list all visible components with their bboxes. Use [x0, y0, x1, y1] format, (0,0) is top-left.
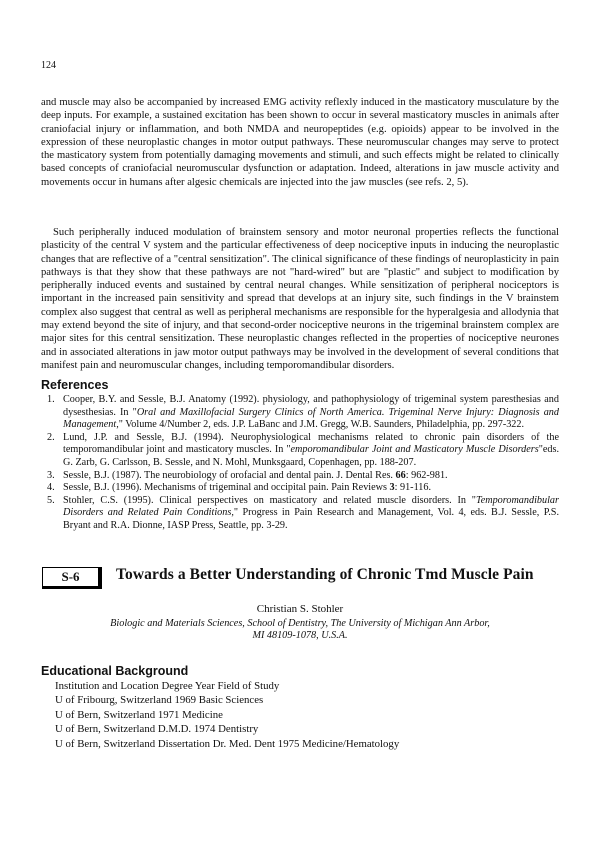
author-name: Christian S. Stohler: [256, 603, 344, 615]
body-paragraph-1: and muscle may also be accompanied by increased EMG activity reflexly induced in the masticatory musculature by the deep inputs. For example, a sustained excitation has been shown to occur in several masticatory muscles in animals after craniofacial injury or inflammation, and both NMDA and neuropeptides (e.g. opioids) appear to be involved in the expression of these neuroplastic changes in motor output pathways. These neuromuscular changes may serve to protect the masticatory system from potentially damaging movements and stimuli, and such effects might be related to clinically based concepts of craniofacial neuromuscular dysfunction or adaptation. Indeed, alterations in jaw muscle activity and movements occur in humans after algesic chemicals are injected into the jaw muscles (see refs. 2, 5).: [41, 97, 559, 188]
affiliation-line-2: MI 48109-1078, U.S.A.: [252, 630, 348, 642]
abstract-label-box: S-6: [42, 567, 102, 589]
references-list: [41, 394, 559, 533]
education-list: [55, 679, 399, 751]
abstract-title: Towards a Better Understanding of Chronic Tmd Muscle Pain: [116, 566, 534, 583]
affiliation-line-1: Biologic and Materials Sciences, School of Dentistry, The University of Michigan Ann Arbor,: [110, 618, 490, 629]
reference-item: 3. Sessle, B.J. (1987). The neurobiology of orofacial and dental pain. J. Dental Res. 66: 962-981.: [47, 469, 448, 481]
references-heading: References: [41, 378, 109, 392]
reference-item: 5. Stohler, C.S. (1995). Clinical perspectives on masticatory and related muscle disorders. In "Temporomandibular Disorders and Related Pain Conditions," Progress in Pain Research and Management, Vol. 4, eds. B.J. Sessle, P.S. Bryant and R.A. Dionne, IASP Press, Seattle, pp. 3-29.: [47, 494, 559, 531]
page-number: 124: [41, 60, 56, 71]
reference-item: 2. Lund, J.P. and Sessle, B.J. (1994). Neurophysiological mechanisms related to chronic pain disorders of the temporomandibular joint and masticatory muscles. In "emporomandibular Joint and Masticatory Muscle Disorders"eds. G. Zarb, G. Carlsson, B. Sessle, and N. Mohl, Munksgaard, Copenhagen, pp. 188-207.: [47, 431, 560, 468]
education-line: Institution and Location Degree Year Field of Study: [55, 680, 280, 692]
education-line: U of Fribourg, Switzerland 1969 Basic Sciences: [55, 694, 264, 707]
author-affiliation: [0, 618, 600, 643]
education-heading: Educational Background: [41, 664, 189, 678]
education-line: U of Bern, Switzerland 1971 Medicine: [55, 708, 223, 721]
reference-item: 1. Cooper, B.Y. and Sessle, B.J. Anatomy (1992). physiology, and pathophysiology of trigeminal system paresthesias and dysesthesias. In "Oral and Maxillofacial Surgery Clinics of North America. Trigeminal Nerve Injury: Diagnosis and Management," Volume 4/Number 2, eds. J.P. LaBanc and J.M. Gregg, W.B. Saunders, Philadelphia, pp. 297-322.: [47, 394, 559, 431]
body-paragraph-2: [41, 226, 559, 372]
paragraph-2-text: Such peripherally induced modulation of brainstem sensory and motor neuronal properties reflects the functional plasticity of the central V system and the particular effectiveness of deep nociceptive inputs in inducing the neuroplastic changes that are reflective of a "central sensitization". The clinical significance of these findings of neuroplasticity in pain pathways is that they show that these pathways are not "hard-wired" but are "plastic" and subject to modification by peripherally induced events and sustained by central neural changes. While sensitization of peripheral nociceptors is important in the increased pain sensitivity and spread that develops at an injury site, such findings in the V brainstem complex also suggest that central as well as peripheral mechanisms are responsible for the hyperalgesia and allodynia that may extend beyond the site of injury, and that second-order nociceptive neurons in the trigeminal brainstem complex are major sites for this central sensitization. These neuroplastic changes reflected in the properties of nociceptive neurones and in associated alterations in jaw motor output pathways may be involved in the development of several conditions that manifest pain and neuromuscular changes, including temporomandibular disorders.: [41, 227, 559, 371]
education-line: U of Bern, Switzerland D.M.D. 1974 Dentistry: [55, 723, 259, 736]
reference-item: 4. Sessle, B.J. (1996). Mechanisms of trigeminal and occipital pain. Pain Reviews 3: 91-116.: [47, 482, 432, 494]
education-line: U of Bern, Switzerland Dissertation Dr. Med. Dent 1975 Medicine/Hematology: [55, 737, 400, 750]
